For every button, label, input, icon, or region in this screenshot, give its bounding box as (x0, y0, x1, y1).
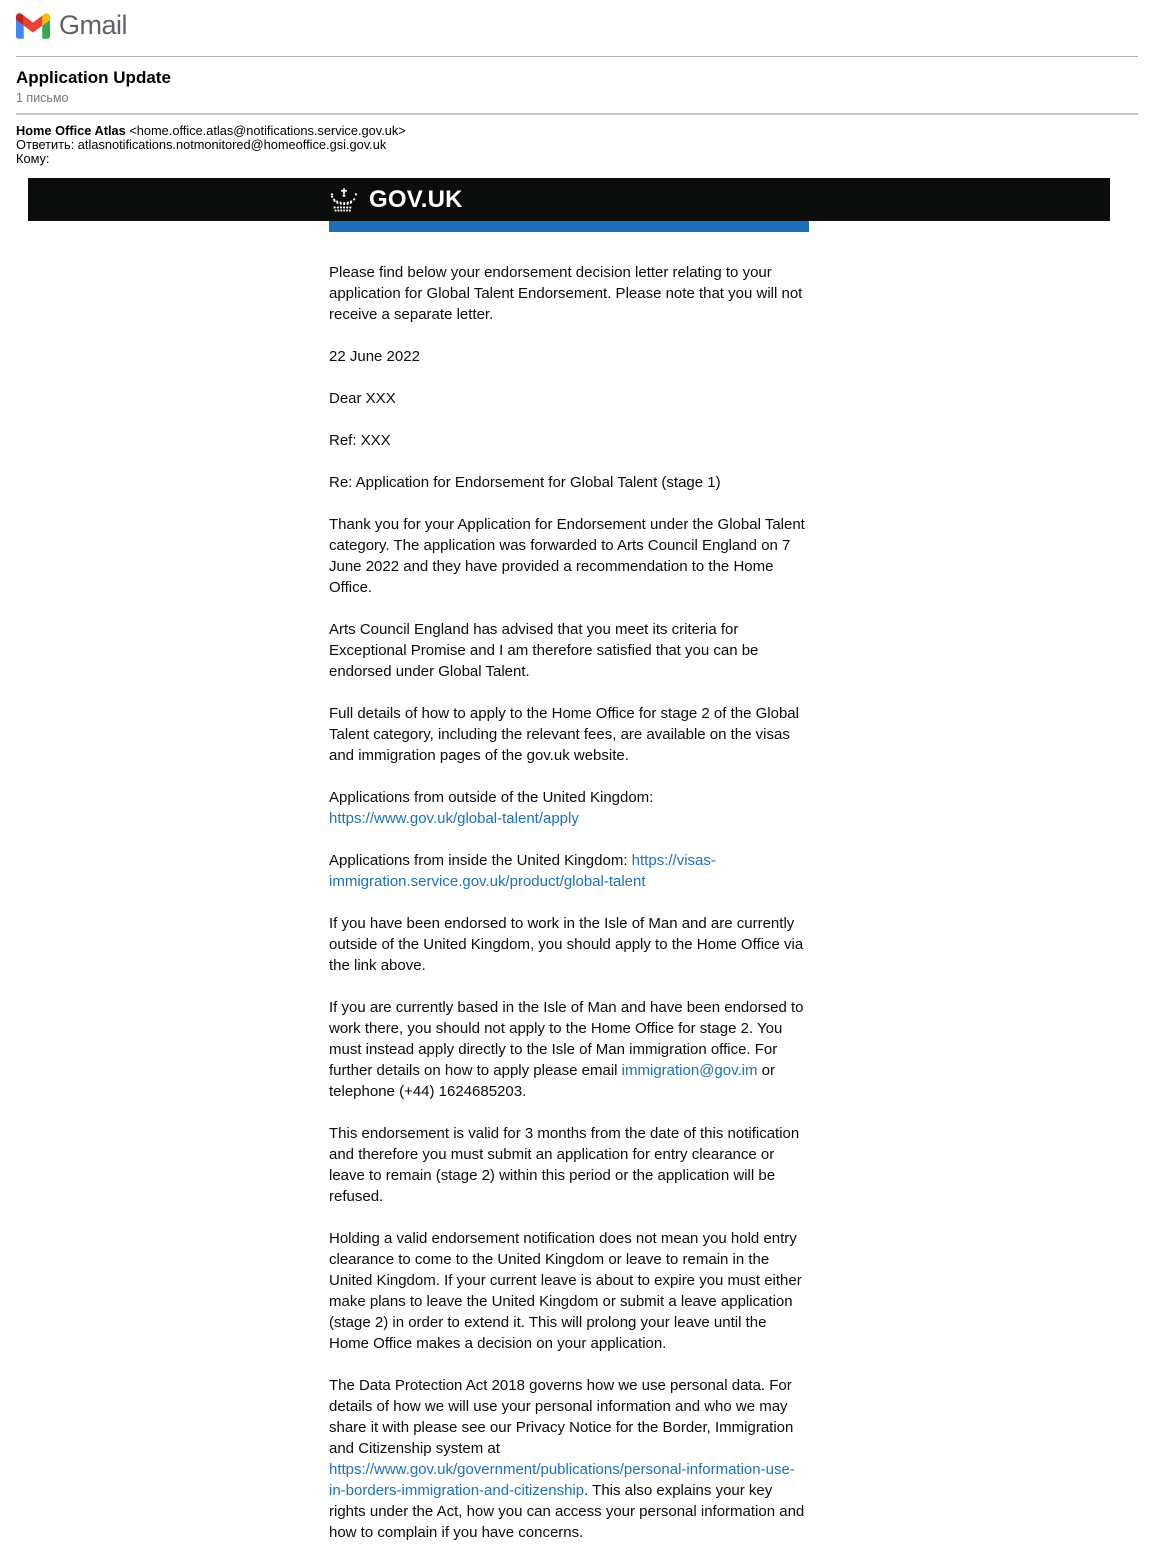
letter-paragraph (329, 703, 809, 766)
letter-paragraph (329, 514, 809, 598)
govuk-logo-text: GOV.UK (369, 185, 463, 213)
letter-paragraph (329, 619, 809, 682)
letter-text: If you have been endorsed to work in the Isle of Man and are currently outside of the United Kingdom, you should apply to the Home Office via the link above. (329, 915, 804, 975)
from-email: <home.office.atlas@notifications.service.gov.uk> (129, 123, 406, 138)
letter-paragraph (329, 1228, 809, 1354)
gmail-m-icon (16, 13, 50, 39)
letter-text: Holding a valid endorsement notification does not mean you hold entry clearance to come to the United Kingdom or leave to remain in the United Kingdom. If your current leave is about to expire you must either make plans to leave the United Kingdom or submit a leave application (stage 2) in order to extend it. This will prolong your leave until the Home Office makes a decision on your application. (329, 1230, 802, 1353)
govuk-logo (329, 186, 463, 214)
letter-text: Dear XXX (329, 390, 396, 408)
letter-paragraph (329, 997, 809, 1102)
letter-link[interactable]: immigration@gov.im (621, 1062, 758, 1080)
govuk-banner (28, 178, 1110, 221)
crown-icon (329, 188, 359, 212)
letter-text: Ref: XXX (329, 432, 391, 450)
accent-bar (329, 221, 809, 232)
message-count: 1 письмо (16, 91, 69, 105)
letter-text: or telephone (+44) 1624685203. (329, 1062, 776, 1101)
letter-link[interactable]: https://www.gov.uk/global-talent/apply (329, 810, 579, 828)
letter-paragraph (329, 850, 809, 892)
letter-text: Thank you for your Application for Endorsement under the Global Talent category. The application was forwarded to Arts Council England on 7 June 2022 and they have provided a recommendation to the Home Office. (329, 516, 805, 597)
letter-paragraph (329, 262, 809, 325)
header-divider-top (16, 56, 1138, 57)
letter-text: Please find below your endorsement decision letter relating to your application for Global Talent Endorsement. Please note that you will not receive a separate letter. (329, 264, 803, 324)
letter-text: Full details of how to apply to the Home Office for stage 2 of the Global Talent category, including the relevant fees, are available on the visas and immigration pages of the gov.uk website. (329, 705, 799, 765)
letter-text: 22 June 2022 (329, 348, 420, 366)
letter-paragraph (329, 346, 809, 367)
letter-text: Re: Application for Endorsement for Global Talent (stage 1) (329, 474, 721, 492)
to-line: Кому: (16, 150, 50, 166)
letter-text: . This also explains your key rights under the Act, how you can access your personal information and how to complain if you have concerns. (329, 1482, 805, 1542)
letter-paragraph (329, 472, 809, 493)
letter-text: The Data Protection Act 2018 governs how we use personal data. For details of how we will use your personal information and who we may share it with please see our Privacy Notice for the Border, Immigration and Citizenship system at (329, 1377, 794, 1458)
letter-paragraph (329, 787, 809, 829)
gmail-logo (16, 10, 1138, 41)
message-meta (16, 124, 1138, 165)
letter-body (329, 262, 809, 1543)
letter-paragraph (329, 1123, 809, 1207)
letter-paragraph (329, 913, 809, 976)
letter-text: Applications from inside the United Kingdom: (329, 852, 632, 870)
email-content (28, 178, 1110, 1543)
gmail-logo-text: Gmail (59, 10, 128, 40)
letter-text: If you are currently based in the Isle of Man and have been endorsed to work there, you should not apply to the Home Office for stage 2. You must instead apply directly to the Isle of Man immigration office. For further details on how to apply please email (329, 999, 804, 1080)
letter-paragraph (329, 388, 809, 409)
from-line (16, 124, 1138, 138)
letter-paragraph (329, 1375, 809, 1543)
letter-link[interactable]: https://visas-immigration.service.gov.uk/product/global-talent (329, 852, 716, 891)
letter-link[interactable]: https://www.gov.uk/government/publications/personal-information-use-in-borders-immigration-and-citizenship (329, 1461, 795, 1500)
letter-text: Arts Council England has advised that you meet its criteria for Exceptional Promise and I am therefore satisfied that you can be endorsed under Global Talent. (329, 621, 759, 681)
reply-to-line: Ответить: atlasnotifications.notmonitored@homeoffice.gsi.gov.uk (16, 136, 387, 152)
letter-paragraph (329, 430, 809, 451)
from-name: Home Office Atlas (16, 123, 126, 138)
letter-text: This endorsement is valid for 3 months from the date of this notification and therefore you must submit an application for entry clearance or leave to remain (stage 2) within this period or the application will be refused. (329, 1125, 800, 1206)
email-subject: Application Update (16, 68, 171, 87)
letter-text: Applications from outside of the United Kingdom: (329, 789, 654, 807)
header-divider-bottom (16, 113, 1138, 115)
gmail-print-header (0, 0, 1154, 165)
